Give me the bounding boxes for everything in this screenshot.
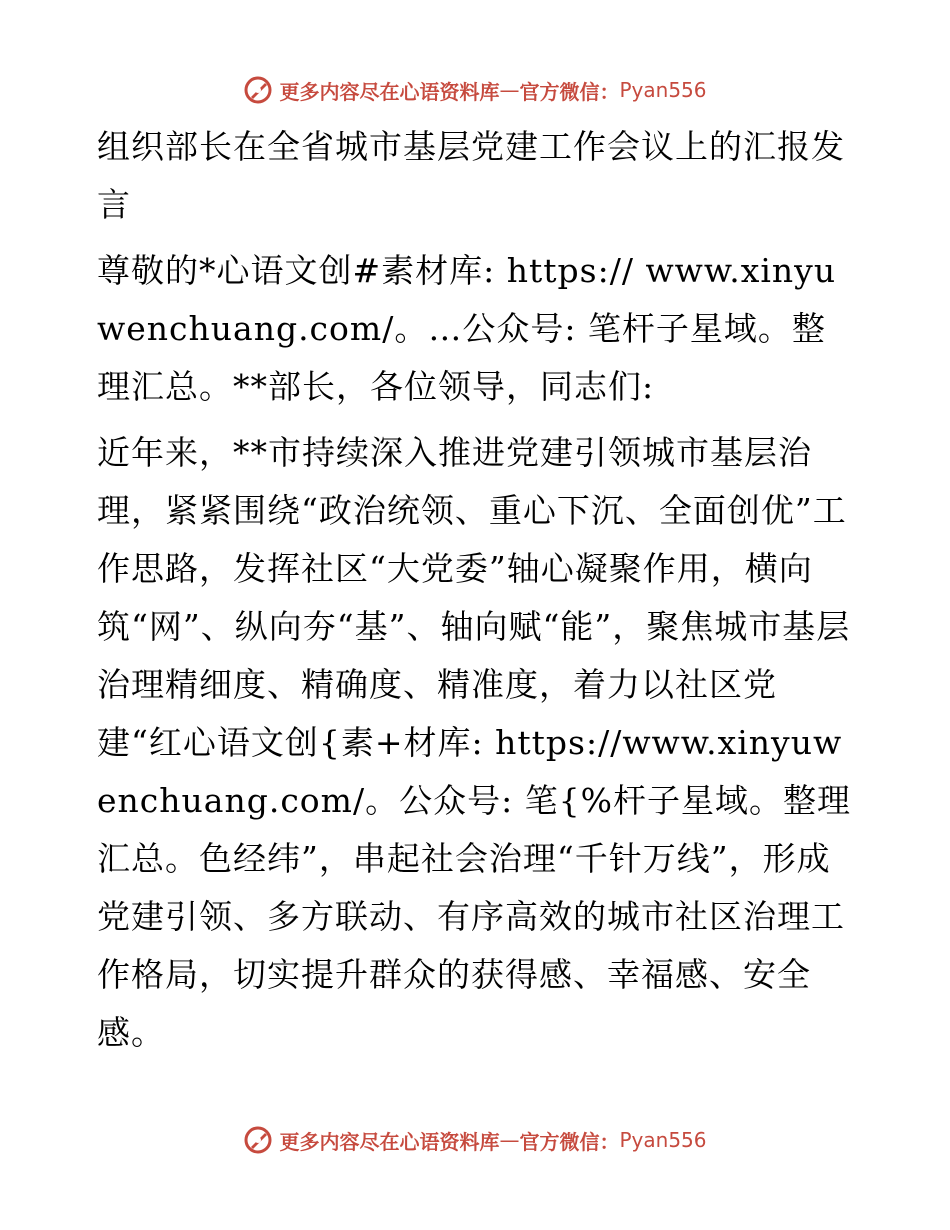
- quill-logo-icon: [243, 1125, 273, 1155]
- banner-site-text: 更多内容尽在心语资料库: [279, 79, 500, 104]
- footer-watermark-banner: [0, 1120, 950, 1160]
- banner-wechat-id: Pyan556: [619, 1128, 707, 1152]
- document-title: 组织部长在全省城市基层党建工作会议上的汇报发言: [97, 127, 845, 224]
- quill-logo-icon: [243, 75, 273, 105]
- salutation-paragraph: 尊敬的*心语文创#素材库: https:// www.xinyuwenchuang.com/。…公众号: 笔杆子星域。整理汇总。**部长，各位领导，同志们:: [97, 251, 837, 406]
- banner-wechat-label: 官方微信：: [519, 1129, 620, 1154]
- banner-wechat-label: 官方微信：: [519, 79, 620, 104]
- body-paragraph: 近年来，**市持续深入推进党建引领城市基层治理，紧紧围绕“政治统领、重心下沉、全面创优”工作思路，发挥社区“大党委”轴心凝聚作用，横向筑“网”、纵向夯“基”、轴向赋“能”，聚焦城市基层治理精细度、精确度、精准度，着力以社区党建“红心语文创{素+材库: https://www.xinyuwenchuang.com/。公众号: 笔{%杆子星域。整理汇总。色经纬”，串起社会治理“千针万线”，形成党建引领、多方联动、有序高效的城市社区治理工作格局，切实提升群众的获得感、幸福感、安全感。: [97, 433, 852, 1052]
- banner-separator: —: [499, 78, 520, 102]
- banner-separator: —: [499, 1128, 520, 1152]
- header-watermark-banner: [0, 70, 950, 110]
- banner-wechat-id: Pyan556: [619, 78, 707, 102]
- banner-site-text: 更多内容尽在心语资料库: [279, 1129, 500, 1154]
- document-content: [97, 118, 857, 1062]
